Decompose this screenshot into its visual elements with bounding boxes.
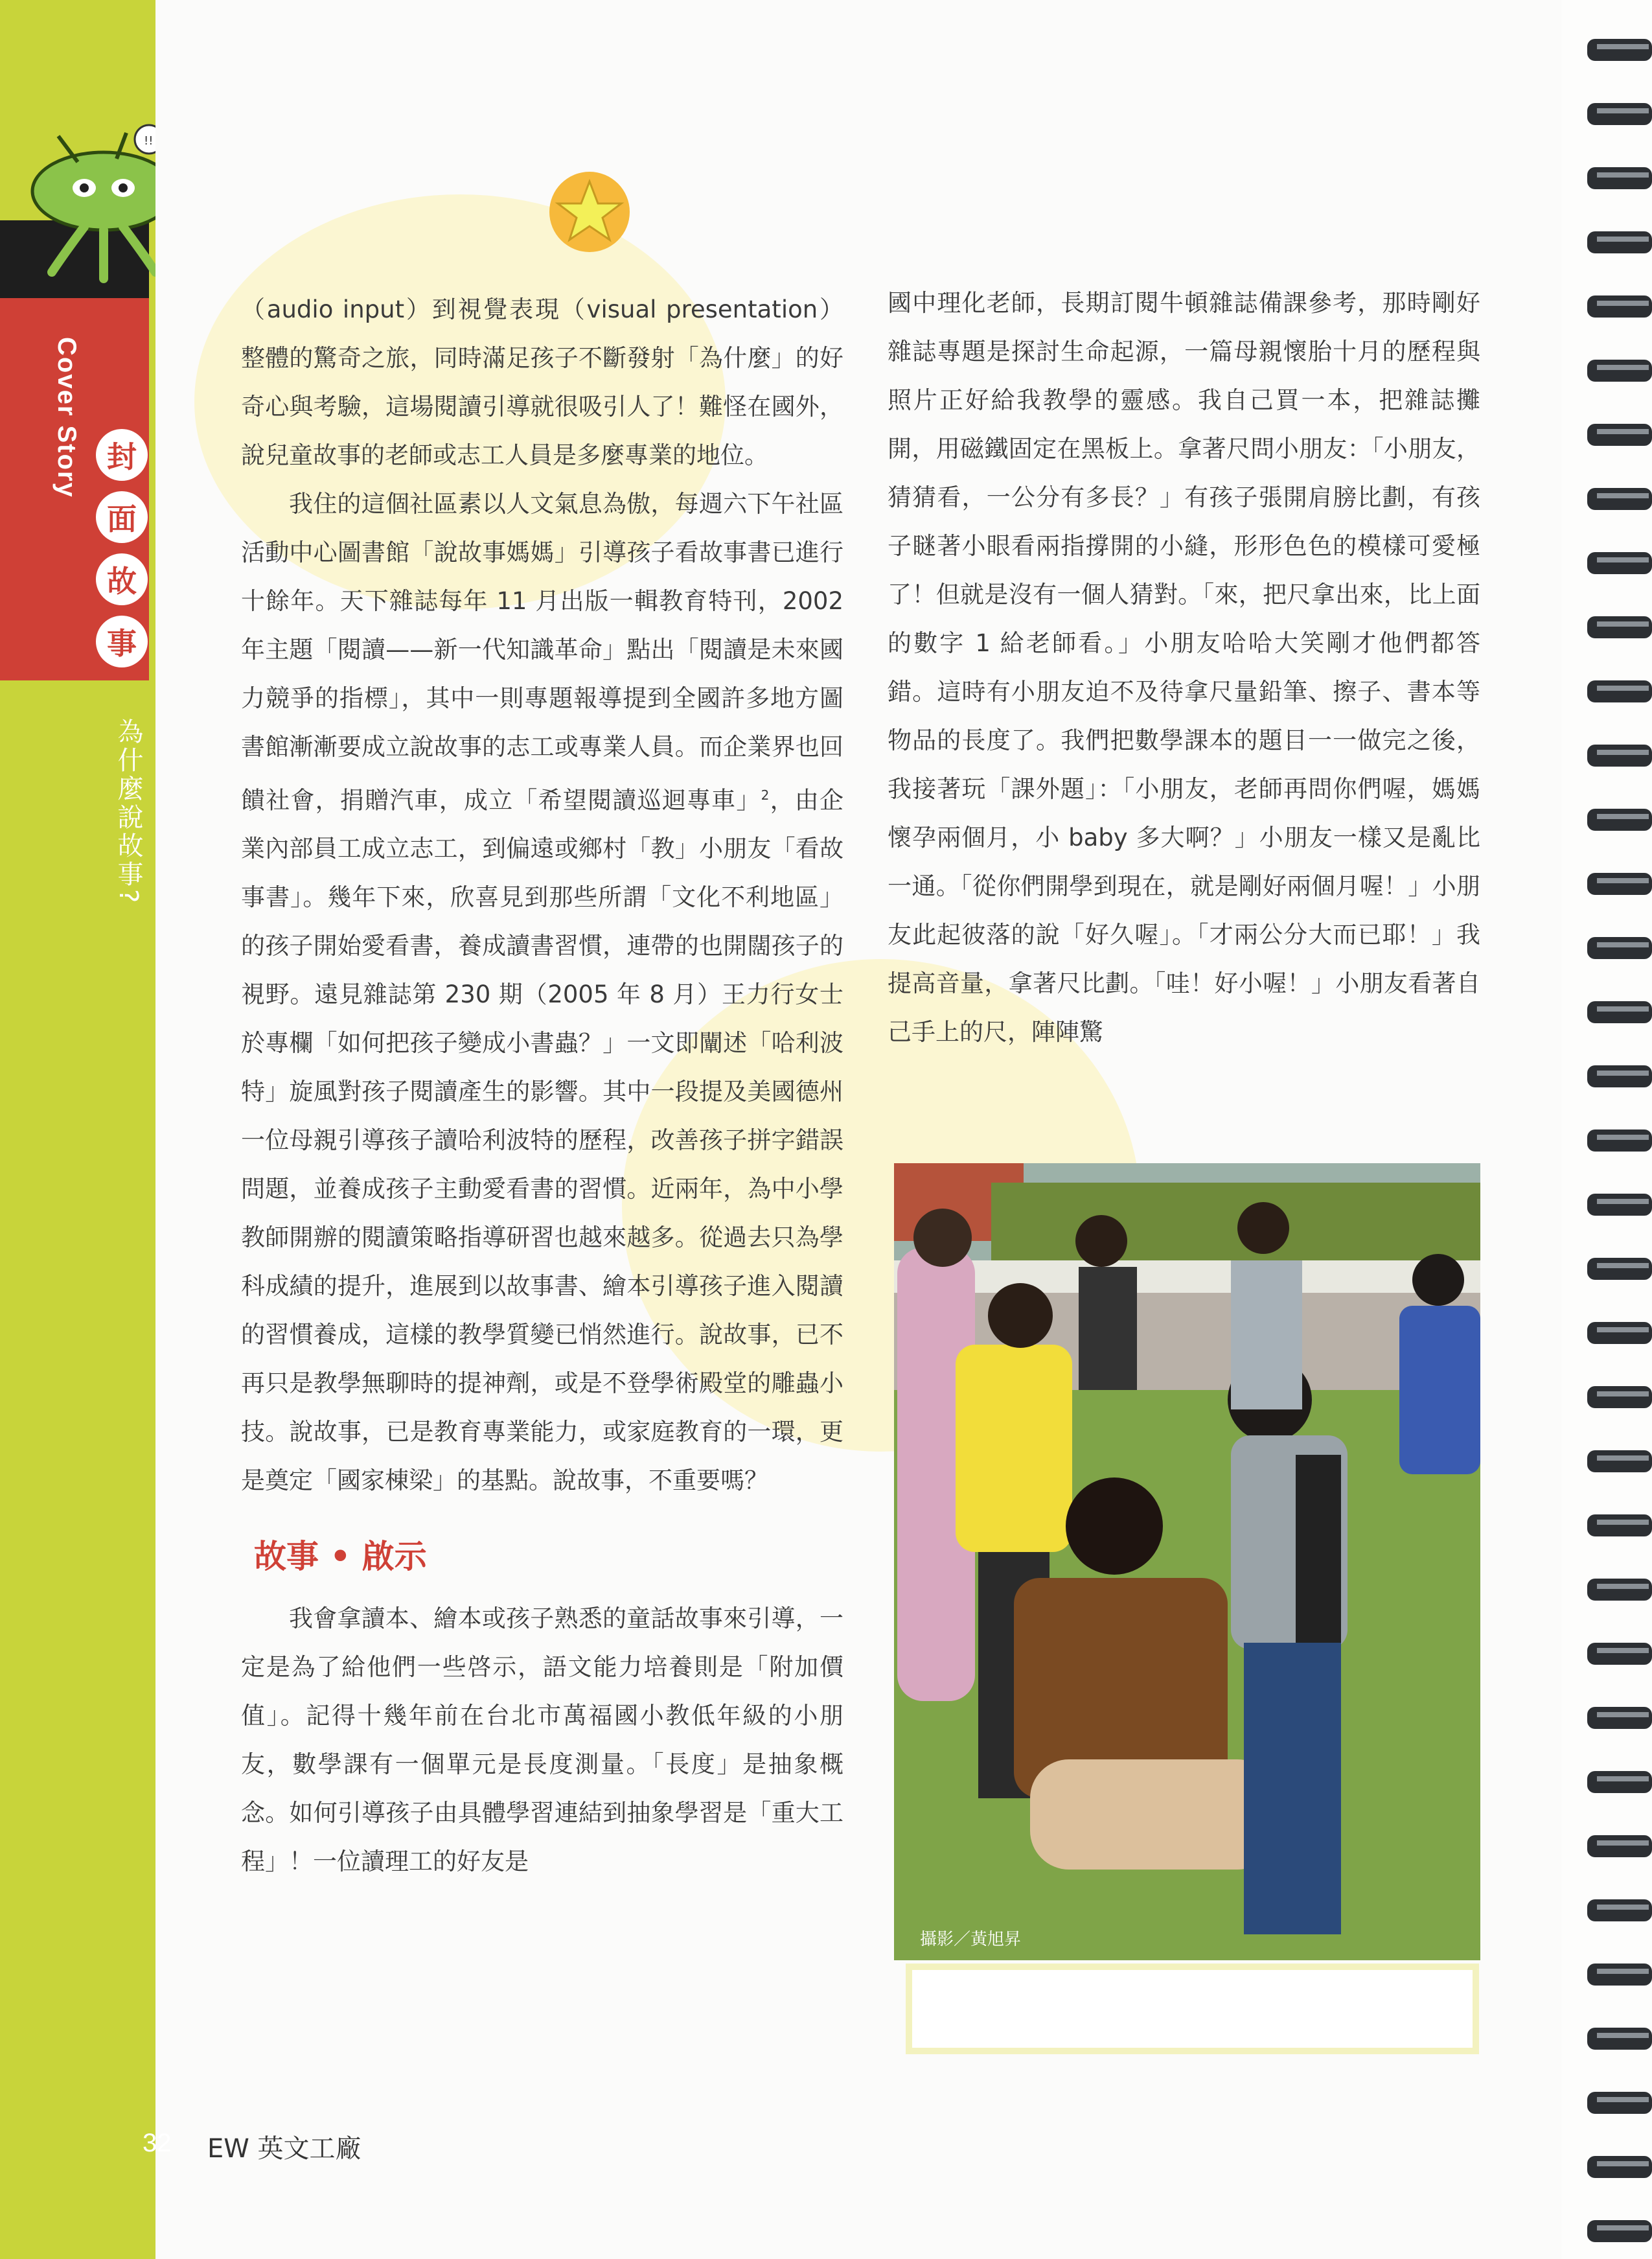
binding-ring-highlight [1597,1263,1649,1268]
binding-ring [1587,809,1652,831]
binding-ring [1587,295,1652,318]
binding-ring-highlight [1597,621,1649,627]
binding-ring [1587,1835,1652,1857]
binding-ring-highlight [1597,942,1649,947]
binding-ring [1587,2156,1652,2178]
paragraph [241,480,843,1505]
binding-ring [1587,1001,1652,1023]
classroom-photo [894,1163,1480,1960]
binding-ring-highlight [1597,2161,1649,2166]
binding-ring [1587,231,1652,253]
svg-text:!!: !! [144,134,154,148]
binding-ring-highlight [1597,1455,1649,1461]
binding-ring [1587,1450,1652,1472]
binding-ring [1587,424,1652,446]
binding-ring-highlight [1597,1391,1649,1396]
binding-ring [1587,1322,1652,1344]
binding-ring [1587,1643,1652,1665]
binding-ring-highlight [1597,878,1649,883]
binding-ring [1587,552,1652,574]
binding-ring [1587,1194,1652,1216]
binding-ring-highlight [1597,1520,1649,1525]
binding-ring-highlight [1597,1327,1649,1332]
section-char: 故 [96,553,148,605]
binding-rings [1587,39,1652,2242]
binding-ring [1587,680,1652,702]
right-column [888,279,1480,1056]
binding-ring-highlight [1597,237,1649,242]
binding-ring [1587,360,1652,382]
paragraph: 我會拿讀本、繪本或孩子熟悉的童話故事來引導，一定是為了給他們一些啓示，語文能力培養則是「附加價值」。記得十幾年前在台北市萬福國小教低年級的小朋友，數學課有一個單元是長度測量。「長度」是抽象概念。如何引導孩子由具體學習連結到抽象學習是「重大工程」！一位讀理工的好友是 [241,1604,843,1876]
binding-ring-highlight [1597,1712,1649,1717]
section-heading: 故事 • 啟示 [254,1538,427,1576]
section-label-zh [96,429,148,678]
binding-ring [1587,745,1652,767]
binding-ring [1587,103,1652,125]
binding-ring-highlight [1597,1071,1649,1076]
binding-ring [1587,1964,1652,1986]
paragraph-text: 我住的這個社區素以人文氣息為傲，每週六下午社區活動中心圖書館「說故事媽媽」引導孩子看故事書已進行十餘年。天下雜誌每年 11 月出版一輯教育特刊，2002 年主題「閱讀——新一代知識革命」點出「閱讀是未來國力競爭的指標」，其中一則專題報導提到全國許多地方圖書館漸漸要成立說故事的志工或專業人員。而企業界也回饋社會，捐贈汽車，成立「希望閱讀巡迴專車」 [241,490,843,815]
caption-box [906,1964,1479,2054]
section-label-en: Cover Story [52,337,81,498]
binding-ring [1587,937,1652,959]
article-subtitle: 為什麼說故事? [113,718,143,906]
binding-ring [1587,2092,1652,2114]
binding-ring-highlight [1597,108,1649,113]
section-char: 事 [96,616,148,667]
star-icon [547,170,632,254]
binding-ring-highlight [1597,814,1649,819]
magazine-title: EW 英文工廠 [207,2134,361,2164]
binding-ring-highlight [1597,1584,1649,1589]
binding-ring-highlight [1597,1969,1649,1974]
binding-ring [1587,1579,1652,1601]
binding-ring-highlight [1597,1135,1649,1140]
binding-ring-highlight [1597,686,1649,691]
paragraph-text: ，由企業內部員工成立志工，到偏遠或鄉村「教」小朋友「看故事書」。幾年下來，欣喜見到那些所謂「文化不利地區」的孩子開始愛看書，養成讀書習慣，連帶的也開闊孩子的視野。遠見雜誌第 230 期（2005 年 8 月）王力行女士於專欄「如何把孩子變成小書蟲？」一文即闡述「哈利波特」旋風對孩子閱讀產生的影響。其中一段提及美國德州一位母親引導孩子讀哈利波特的歷程，改善孩子拼字錯誤問題，並養成孩子主動愛看書的習慣。近兩年，為中小學教師開辦的閱讀策略指導研習也越來越多。從過去只為學科成績的提升，進展到以故事書、繪本引導孩子進入閱讀的習慣養成，這樣的教學質變已悄然進行。說故事，已不再只是教學無聊時的提神劑，或是不登學術殿堂的雕蟲小技。說故事，已是教育專業能力，或家庭教育的一環，更是奠定「國家棟梁」的基點。說故事，不重要嗎？ [241,786,844,1495]
binding-ring [1587,167,1652,189]
binding-ring [1587,1899,1652,1921]
binding-ring-highlight [1597,44,1649,49]
binding-ring-highlight [1597,1776,1649,1781]
binding-ring [1587,2028,1652,2050]
binding-ring [1587,1771,1652,1793]
binding-ring [1587,1130,1652,1152]
binding-ring-highlight [1597,2097,1649,2102]
left-column [241,285,843,1886]
binding-ring [1587,1707,1652,1729]
binding-ring-highlight [1597,493,1649,498]
binding-ring-highlight [1597,365,1649,370]
binding-ring [1587,1258,1652,1280]
paragraph: 國中理化老師，長期訂閱牛頓雜誌備課參考，那時剛好雜誌專題是探討生命起源，一篇母親懷胎十月的歷程與照片正好給我教學的靈感。我自己買一本，把雜誌攤開，用磁鐵固定在黑板上。拿著尺問小朋友：「小朋友，猜猜看，一公分有多長？」有孩子張開肩膀比劃，有孩子瞇著小眼看兩指撐開的小縫，形形色色的模樣可愛極了！但就是沒有一個人猜對。「來，把尺拿出來，比上面的數字 1 給老師看。」小朋友哈哈大笑剛才他們都答錯。這時有小朋友迫不及待拿尺量鉛筆、擦子、書本等物品的長度了。我們把數學課本的題目一一做完之後，我接著玩「課外題」：「小朋友，老師再問你們喔，媽媽懷孕兩個月，小 baby 多大啊？」小朋友一樣又是亂比一通。「從你們開學到現在，就是剛好兩個月喔！」小朋友此起彼落的說「好久喔」。「才兩公分大而已耶！」我提高音量，拿著尺比劃。「哇！好小喔！」小朋友看著自己手上的尺，陣陣驚 [888,289,1480,1046]
binding-ring-highlight [1597,1840,1649,1846]
binding-ring-highlight [1597,172,1649,178]
section-char: 封 [96,429,148,481]
page-number: 32 [143,2129,172,2157]
binding-ring-highlight [1597,1006,1649,1012]
binding-ring [1587,39,1652,61]
binding-ring-highlight [1597,429,1649,434]
binding-ring-highlight [1597,750,1649,755]
binding-ring [1587,1065,1652,1087]
spiral-binding [1561,0,1652,2259]
photo-credit: 攝影／黃旭昇 [920,1930,1022,1949]
binding-ring-highlight [1597,2033,1649,2038]
binding-ring-highlight [1597,1648,1649,1653]
section-char: 面 [96,491,148,543]
binding-ring-highlight [1597,1199,1649,1204]
binding-ring [1587,873,1652,895]
binding-ring [1587,1386,1652,1408]
binding-ring-highlight [1597,1905,1649,1910]
binding-ring [1587,2220,1652,2242]
binding-ring [1587,1514,1652,1536]
binding-ring-highlight [1597,301,1649,306]
binding-ring-highlight [1597,557,1649,562]
footnote-marker: 2 [761,787,770,803]
paragraph: （audio input）到視覺表現（visual presentation）整體的驚奇之旅，同時滿足孩子不斷發射「為什麼」的好奇心與考驗，這場閱讀引導就很吸引人了！難怪在國外，說兒童故事的老師或志工人員是多麼專業的地位。 [241,295,843,469]
binding-ring [1587,616,1652,638]
binding-ring [1587,488,1652,510]
binding-ring-highlight [1597,2225,1649,2230]
